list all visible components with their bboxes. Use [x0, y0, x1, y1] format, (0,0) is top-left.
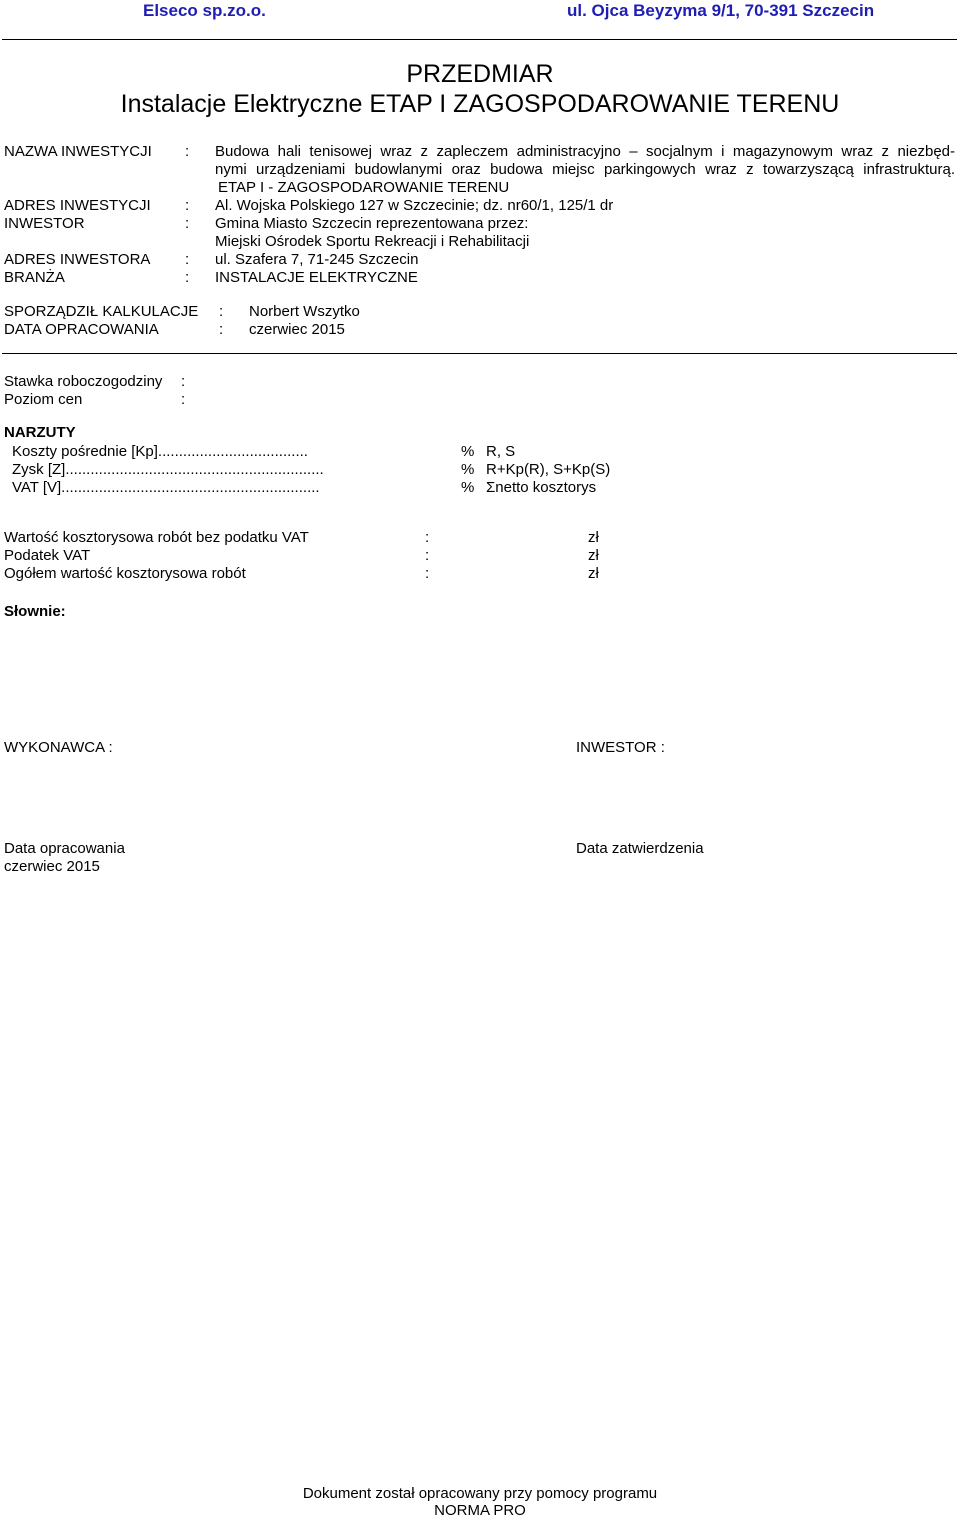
branch-value: INSTALACJE ELEKTRYCZNE: [215, 269, 418, 286]
investment-name-colon: :: [185, 143, 190, 160]
investor-line2: Miejski Ośrodek Sportu Rekreacji i Rehabilitacji: [215, 233, 530, 250]
contractor-label: WYKONAWCA :: [4, 739, 113, 756]
surcharge-label: Koszty pośrednie [Kp]....................................: [12, 443, 308, 460]
surcharge-basis: Σnetto kosztorys: [486, 479, 597, 496]
approval-date-label: Data zatwierdzenia: [576, 840, 704, 857]
author-value: Norbert Wszytko: [249, 303, 360, 320]
document-subtitle: Instalacje Elektryczne ETAP I ZAGOSPODAROWANIE TERENU: [120, 90, 840, 118]
total-label: Wartość kosztorysowa robót bez podatku VAT: [4, 529, 309, 546]
price-level-label: Poziom cen: [4, 391, 83, 408]
total-colon: :: [425, 547, 430, 564]
hourly-rate-colon: :: [181, 373, 186, 390]
footer-line1: Dokument został opracowany przy pomocy programu: [302, 1485, 658, 1502]
surcharge-unit: %: [461, 443, 475, 460]
price-level-colon: :: [181, 391, 186, 408]
surcharge-basis: R, S: [486, 443, 516, 460]
prep-date-label: DATA OPRACOWANIA: [4, 321, 159, 338]
total-unit: zł: [588, 547, 599, 564]
investment-name-label: NAZWA INWESTYCJI: [4, 143, 152, 160]
section-divider: [2, 353, 957, 354]
author-label: SPORZĄDZIŁ KALKULACJE: [4, 303, 199, 320]
investor-address-label: ADRES INWESTORA: [4, 251, 151, 268]
prep-date-colon: :: [219, 321, 224, 338]
total-label: Ogółem wartość kosztorysowa robót: [4, 565, 246, 582]
investment-name-line3: ETAP I - ZAGOSPODAROWANIE TERENU: [218, 179, 510, 196]
surcharge-unit: %: [461, 479, 475, 496]
document-title: PRZEDMIAR: [406, 60, 554, 88]
hourly-rate-label: Stawka roboczogodziny: [4, 373, 163, 390]
investor-colon: :: [185, 215, 190, 232]
prep-date-value: czerwiec 2015: [249, 321, 345, 338]
total-unit: zł: [588, 565, 599, 582]
investor-signature-label: INWESTOR :: [576, 739, 665, 756]
investor-address-colon: :: [185, 251, 190, 268]
investment-address-label: ADRES INWESTYCJI: [4, 197, 151, 214]
total-colon: :: [425, 565, 430, 582]
footer-line2: NORMA PRO: [434, 1502, 526, 1519]
header-divider: [2, 39, 957, 40]
surcharge-unit: %: [461, 461, 475, 478]
investment-address-value: Al. Wojska Polskiego 127 w Szczecinie; dz. nr60/1, 125/1 dr: [215, 197, 614, 214]
investor-label: INWESTOR: [4, 215, 85, 232]
company-address: ul. Ojca Beyzyma 9/1, 70-391 Szczecin: [567, 1, 875, 20]
total-label: Podatek VAT: [4, 547, 91, 564]
branch-colon: :: [185, 269, 190, 286]
surcharge-basis: R+Kp(R), S+Kp(S): [486, 461, 611, 478]
surcharge-label: Zysk [Z]..............................................................: [12, 461, 324, 478]
investor-address-value: ul. Szafera 7, 71-245 Szczecin: [215, 251, 419, 268]
branch-label: BRANŻA: [4, 269, 65, 286]
investment-name-line2: nymi urządzeniami budowlanymi oraz budowa miejsc parkingowych wraz z towarzyszącą infrastrukturą.: [215, 161, 955, 178]
total-unit: zł: [588, 529, 599, 546]
surcharge-label: VAT [V]..............................................................: [12, 479, 320, 496]
total-colon: :: [425, 529, 430, 546]
prep-date-signature-value: czerwiec 2015: [4, 858, 100, 875]
company-name: Elseco sp.zo.o.: [143, 1, 266, 20]
investment-name-line1: Budowa hali tenisowej wraz z zapleczem administracyjno – socjalnym i magazynowym wraz z niezbęd-: [215, 143, 955, 160]
investor-line1: Gmina Miasto Szczecin reprezentowana przez:: [215, 215, 529, 232]
investment-address-colon: :: [185, 197, 190, 214]
author-colon: :: [219, 303, 224, 320]
prep-date-signature-label: Data opracowania: [4, 840, 125, 857]
in-words-label: Słownie:: [4, 603, 66, 620]
surcharges-heading: NARZUTY: [4, 424, 76, 441]
